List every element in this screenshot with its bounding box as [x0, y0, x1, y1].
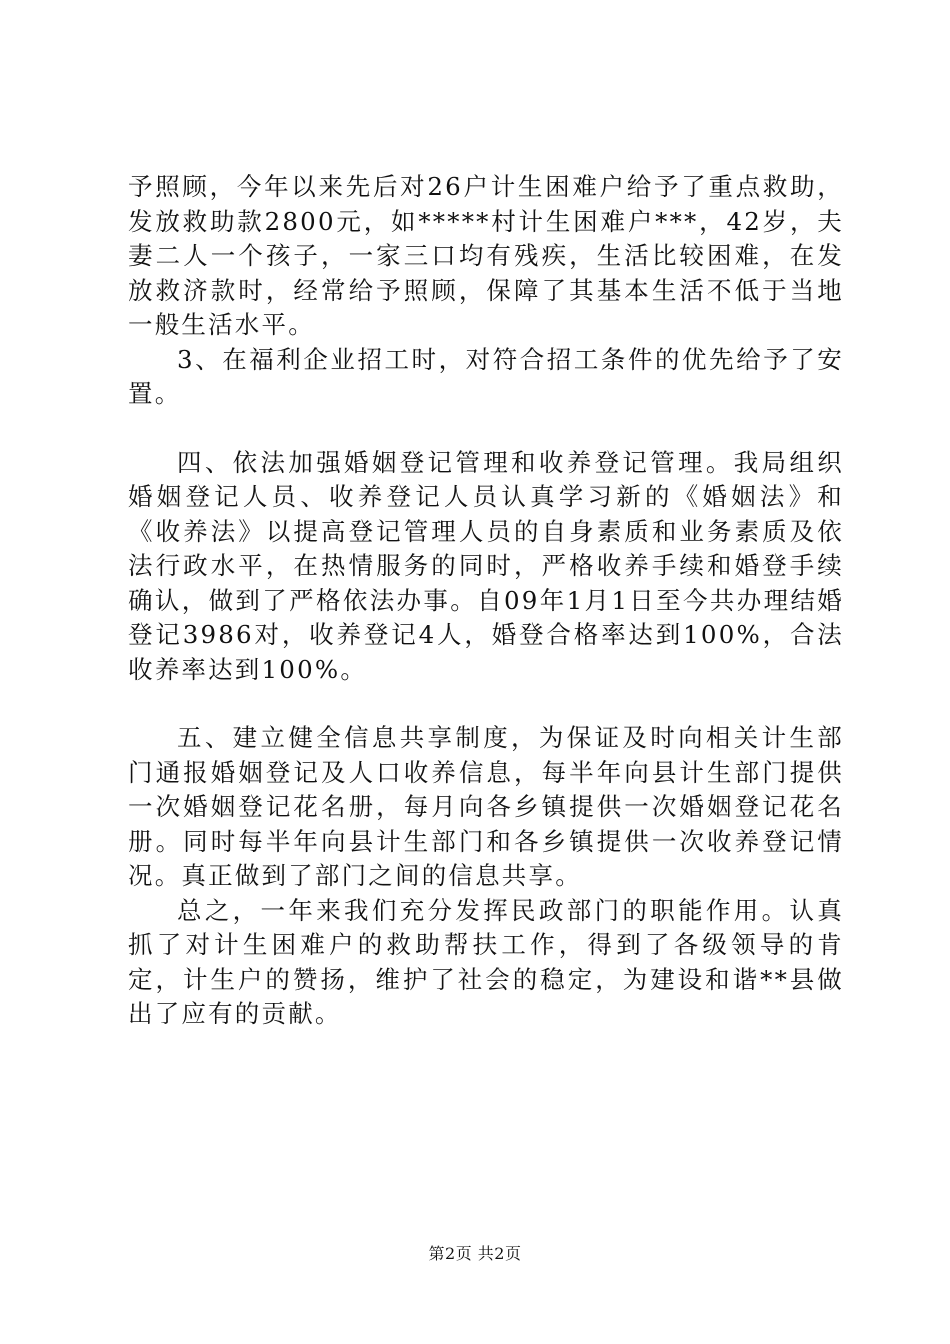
paragraph-relief-continuation: 予照顾，今年以来先后对26户计生困难户给予了重点救助，发放救助款2800元，如*****村计生困难户***，42岁，夫妻二人一个孩子，一家三口均有残疾，生活比较困难，在发放救济款时，经常给予照顾，保障了其基本生活不低于当地一般生活水平。: [128, 172, 844, 339]
paragraph-summary: 总之，一年来我们充分发挥民政部门的职能作用。认真抓了对计生困难户的救助帮扶工作，得到了各级领导的肯定，计生户的赞扬，维护了社会的稳定，为建设和谐**县做出了应有的贡献。: [128, 895, 844, 1028]
paragraph-marriage-registration: 四、依法加强婚姻登记管理和收养登记管理。我局组织婚姻登记人员、收养登记人员认真学习新的《婚姻法》和《收养法》以提高登记管理人员的自身素质和业务素质及依法行政水平，在热情服务的同时，严格收养手续和婚登手续确认，做到了严格依法办事。自09年1月1日至今共办理结婚登记3986对，收养登记4人，婚登合格率达到100%，合法收养率达到100%。: [128, 447, 844, 684]
page-number-footer: 第2页 共2页: [428, 1244, 522, 1263]
paragraph-welfare-employment: 3、在福利企业招工时，对符合招工条件的优先给予了安置。: [128, 344, 844, 408]
document-body: [128, 170, 844, 1032]
paragraph-information-sharing: 五、建立健全信息共享制度，为保证及时向相关计生部门通报婚姻登记及人口收养信息，每半年向县计生部门提供一次婚姻登记花名册，每月向各乡镇提供一次婚姻登记花名册。同时每半年向县计生部门和各乡镇提供一次收养登记情况。真正做到了部门之间的信息共享。: [128, 723, 844, 890]
